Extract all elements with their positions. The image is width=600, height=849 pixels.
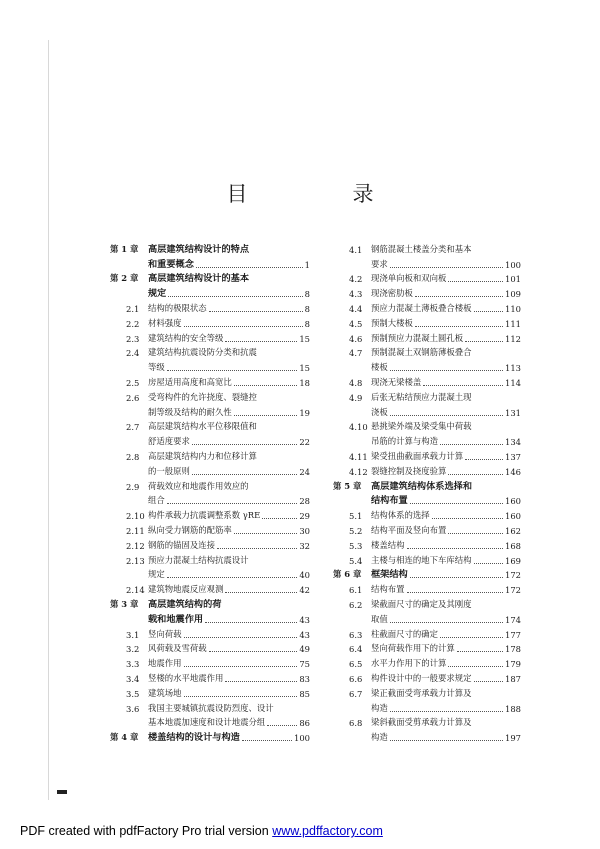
toc-page-number: 172 <box>505 585 521 596</box>
toc-entry-number: 2.4 <box>126 348 140 359</box>
toc-leader-dots <box>474 563 504 564</box>
toc-section-row[interactable] <box>110 358 310 373</box>
toc-entry-title: 载和地震作用 <box>148 613 204 625</box>
toc-entry-title: 地震作用 <box>148 658 182 669</box>
toc-leader-dots <box>167 503 298 504</box>
toc-leader-dots <box>184 326 303 327</box>
toc-section-row[interactable] <box>333 358 521 373</box>
toc-page-number: 43 <box>299 629 310 640</box>
toc-leader-dots <box>415 296 503 297</box>
toc-leader-dots <box>168 296 302 297</box>
toc-section-row[interactable] <box>110 551 310 566</box>
toc-entry-title: 竖楼的水平地震作用 <box>148 672 224 683</box>
toc-entry-title: 吊筋的计算与构造 <box>371 436 438 447</box>
toc-entry-title: 现浇单向板和双向板 <box>371 273 447 284</box>
toc-entry-number: 6.3 <box>349 629 363 640</box>
toc-chapter-row[interactable] <box>110 255 310 270</box>
toc-entry-number: 2.13 <box>126 555 145 566</box>
toc-section-row[interactable] <box>333 447 521 462</box>
toc-entry-title: 纵向受力钢筋的配筋率 <box>148 524 232 535</box>
toc-page-number: 131 <box>505 407 521 418</box>
toc-entry-title: 材料强度 <box>148 317 182 328</box>
footer-link[interactable]: www.pdffactory.com <box>272 824 383 838</box>
toc-entry-title: 水平力作用下的计算 <box>371 658 447 669</box>
toc-entry-title: 我国主要城镇抗震设防烈度、设计 <box>148 702 274 713</box>
toc-section-row[interactable] <box>333 344 521 359</box>
toc-entry-number: 3.3 <box>126 659 140 670</box>
toc-section-row[interactable] <box>110 654 310 669</box>
toc-page-number: 162 <box>505 525 521 536</box>
toc-entry-title: 钢筋的锚固及连接 <box>148 539 215 550</box>
toc-entry-number: 2.9 <box>126 481 140 492</box>
toc-section-row[interactable] <box>333 388 521 403</box>
toc-page-number: 100 <box>505 259 521 270</box>
toc-entry-title: 房屋适用高度和高宽比 <box>148 376 232 387</box>
toc-page-number: 137 <box>505 451 521 462</box>
toc-section-row[interactable] <box>333 580 521 595</box>
toc-entry-number: 4.1 <box>349 244 363 255</box>
toc-section-row[interactable] <box>110 418 310 433</box>
toc-section-row[interactable] <box>333 654 521 669</box>
toc-entry-title: 框架结构 <box>371 569 408 581</box>
toc-entry-number: 第 3 章 <box>110 598 139 609</box>
toc-section-row[interactable] <box>333 329 521 344</box>
toc-leader-dots <box>205 622 297 623</box>
toc-entry-title: 裂缝控制及挠度验算 <box>371 465 447 476</box>
toc-chapter-row[interactable] <box>110 240 310 255</box>
toc-section-row[interactable] <box>333 536 521 551</box>
toc-entry-title: 舒适度要求 <box>148 436 190 447</box>
toc-leader-dots <box>225 681 297 682</box>
toc-leader-dots <box>209 651 298 652</box>
toc-page-number: 24 <box>299 466 310 477</box>
toc-entry-title: 楼盖结构的设计与构造 <box>148 732 240 744</box>
toc-section-row[interactable] <box>333 595 521 610</box>
toc-section-row[interactable] <box>110 329 310 344</box>
toc-leader-dots <box>407 548 504 549</box>
toc-entry-title: 结构平面及竖向布置 <box>371 524 447 535</box>
toc-entry-number: 第 1 章 <box>110 243 139 254</box>
toc-entry-title: 取值 <box>371 613 388 624</box>
toc-page-number: 169 <box>505 555 521 566</box>
toc-entry-number: 5.3 <box>349 540 363 551</box>
toc-section-row[interactable] <box>110 684 310 699</box>
toc-page-number: 187 <box>505 673 521 684</box>
toc-entry-title: 高层建筑结构水平位移限值和 <box>148 421 257 432</box>
toc-section-row[interactable] <box>333 270 521 285</box>
toc-entry-title: 构造 <box>371 732 388 743</box>
toc-page-number: 101 <box>505 274 521 285</box>
toc-leader-dots <box>234 533 298 534</box>
toc-section-row[interactable] <box>110 403 310 418</box>
pdf-footer <box>20 824 383 838</box>
toc-leader-dots <box>390 267 503 268</box>
toc-entry-number: 2.3 <box>126 333 140 344</box>
toc-entry-number: 5.4 <box>349 555 363 566</box>
toc-leader-dots <box>234 415 298 416</box>
toc-entry-title: 的一般原则 <box>148 465 190 476</box>
toc-leader-dots <box>390 370 503 371</box>
toc-section-row[interactable] <box>333 728 521 743</box>
toc-leader-dots <box>465 459 503 460</box>
toc-section-row[interactable] <box>110 373 310 388</box>
toc-page-number: 18 <box>299 377 310 388</box>
toc-entry-number: 2.6 <box>126 392 140 403</box>
toc-section-row[interactable] <box>333 284 521 299</box>
toc-chapter-row[interactable] <box>110 270 310 285</box>
toc-section-row[interactable] <box>333 240 521 255</box>
toc-leader-dots <box>448 533 503 534</box>
toc-page-number: 19 <box>299 407 310 418</box>
toc-entry-title: 梁受扭曲截面承载力计算 <box>371 450 464 461</box>
toc-section-row[interactable] <box>110 506 310 521</box>
toc-leader-dots <box>448 474 503 475</box>
toc-section-row[interactable] <box>110 521 310 536</box>
toc-entry-title: 现浇无梁楼盖 <box>371 376 422 387</box>
toc-page-number: 197 <box>505 733 521 744</box>
toc-section-row[interactable] <box>110 669 310 684</box>
toc-entry-title: 梁正截面受弯承载力计算及 <box>371 687 472 698</box>
toc-chapter-row[interactable] <box>110 284 310 299</box>
toc-entry-number: 2.7 <box>126 422 140 433</box>
toc-leader-dots <box>474 681 504 682</box>
toc-leader-dots <box>410 577 503 578</box>
toc-entry-number: 第 4 章 <box>110 732 139 743</box>
toc-entry-number: 4.5 <box>349 318 363 329</box>
toc-leader-dots <box>474 311 504 312</box>
toc-entry-title: 受弯构件的允许挠度、裂缝控 <box>148 391 257 402</box>
toc-page-number: 177 <box>505 629 521 640</box>
toc-entry-title: 和重要概念 <box>148 258 194 270</box>
toc-section-row[interactable] <box>333 640 521 655</box>
toc-entry-title: 预应力混凝土薄板叠合楼板 <box>371 302 472 313</box>
toc-entry-title: 建筑场地 <box>148 687 182 698</box>
toc-entry-number: 6.6 <box>349 673 363 684</box>
toc-entry-number: 6.1 <box>349 585 363 596</box>
toc-page-number: 1 <box>304 259 310 270</box>
toc-page-number: 85 <box>299 688 310 699</box>
toc-entry-title: 高层建筑结构内力和位移计算 <box>148 450 257 461</box>
toc-leader-dots <box>440 444 503 445</box>
toc-entry-number: 第 5 章 <box>333 480 362 491</box>
toc-entry-title: 楼盖结构 <box>371 539 405 550</box>
toc-leader-dots <box>167 577 298 578</box>
toc-section-row[interactable] <box>110 640 310 655</box>
toc-entry-number: 4.8 <box>349 377 363 388</box>
toc-entry-number: 2.10 <box>126 511 145 522</box>
toc-entry-number: 3.4 <box>126 673 140 684</box>
toc-entry-title: 构件承载力抗震调整系数 γRE <box>148 510 261 521</box>
toc-page-number: 40 <box>299 570 310 581</box>
toc-entry-number: 6.7 <box>349 688 363 699</box>
toc-page-number: 42 <box>299 585 310 596</box>
toc-entry-title: 高层建筑结构设计的特点 <box>148 243 250 255</box>
toc-section-row[interactable] <box>333 699 521 714</box>
toc-page-number: 15 <box>299 333 310 344</box>
toc-page-number: 174 <box>505 614 521 625</box>
toc-leader-dots <box>390 415 503 416</box>
toc-entry-title: 等级 <box>148 362 165 373</box>
toc-section-row[interactable] <box>110 344 310 359</box>
toc-entry-title: 预应力混凝土结构抗震设计 <box>148 554 249 565</box>
footer-text: PDF created with pdfFactory Pro trial version <box>20 824 273 838</box>
toc-left-column <box>110 240 310 743</box>
toc-section-row[interactable] <box>110 388 310 403</box>
toc-entry-number: 2.5 <box>126 377 140 388</box>
toc-entry-title: 风荷载及雪荷载 <box>148 643 207 654</box>
toc-entry-number: 4.9 <box>349 392 363 403</box>
toc-leader-dots <box>192 474 297 475</box>
toc-entry-number: 4.7 <box>349 348 363 359</box>
toc-entry-title: 梁截面尺寸的确定及其刚度 <box>371 598 472 609</box>
toc-entry-title: 柱截面尺寸的确定 <box>371 628 438 639</box>
toc-leader-dots <box>457 651 503 652</box>
toc-entry-number: 3.1 <box>126 629 140 640</box>
toc-entry-title: 楼板 <box>371 362 388 373</box>
toc-entry-number: 6.4 <box>349 644 363 655</box>
toc-entry-title: 结构体系的选择 <box>371 510 430 521</box>
toc-leader-dots <box>390 622 503 623</box>
toc-section-row[interactable] <box>110 477 310 492</box>
toc-page-number: 178 <box>505 644 521 655</box>
toc-section-row[interactable] <box>110 447 310 462</box>
toc-page-number: 8 <box>304 303 310 314</box>
toc-leader-dots <box>407 592 504 593</box>
toc-chapter-row[interactable] <box>333 492 521 507</box>
toc-entry-title: 浇板 <box>371 406 388 417</box>
toc-entry-title: 预制预应力混凝土圆孔板 <box>371 332 464 343</box>
toc-section-row[interactable] <box>333 714 521 729</box>
toc-section-row[interactable] <box>333 684 521 699</box>
toc-page-number: 160 <box>505 496 521 507</box>
toc-entry-number: 2.2 <box>126 318 140 329</box>
toc-leader-dots <box>432 518 503 519</box>
toc-leader-dots <box>390 740 503 741</box>
toc-page-number: 160 <box>505 511 521 522</box>
toc-chapter-row[interactable] <box>333 477 521 492</box>
toc-section-row[interactable] <box>110 492 310 507</box>
toc-entry-number: 3.2 <box>126 644 140 655</box>
toc-entry-number: 4.4 <box>349 303 363 314</box>
toc-entry-title: 悬挑梁外端及梁受集中荷载 <box>371 421 472 432</box>
toc-page-number: 15 <box>299 363 310 374</box>
toc-section-row[interactable] <box>110 699 310 714</box>
toc-entry-title: 竖向荷载 <box>148 628 182 639</box>
toc-page-number: 28 <box>299 496 310 507</box>
toc-leader-dots <box>410 503 503 504</box>
toc-leader-dots <box>184 637 298 638</box>
toc-entry-number: 2.12 <box>126 540 145 551</box>
toc-title: 目 录 <box>226 182 416 206</box>
toc-page-number: 168 <box>505 540 521 551</box>
toc-page-number: 179 <box>505 659 521 670</box>
toc-entry-title: 结构的极限状态 <box>148 302 207 313</box>
toc-page-number: 172 <box>505 570 521 581</box>
toc-leader-dots <box>184 696 298 697</box>
toc-page-number: 110 <box>505 303 521 314</box>
toc-section-row[interactable] <box>110 580 310 595</box>
toc-entry-title: 要求 <box>371 258 388 269</box>
toc-page-number: 114 <box>505 377 521 388</box>
toc-section-row[interactable] <box>110 432 310 447</box>
toc-section-row[interactable] <box>333 432 521 447</box>
toc-entry-number: 3.5 <box>126 688 140 699</box>
toc-entry-number: 5.2 <box>349 525 363 536</box>
toc-page-number: 113 <box>505 363 521 374</box>
toc-entry-number: 4.3 <box>349 289 363 300</box>
toc-page-number: 49 <box>299 644 310 655</box>
toc-chapter-row[interactable] <box>110 595 310 610</box>
toc-leader-dots <box>448 666 503 667</box>
toc-section-row[interactable] <box>333 403 521 418</box>
toc-section-row[interactable] <box>333 299 521 314</box>
toc-page-number: 22 <box>299 437 310 448</box>
toc-entry-number: 2.14 <box>126 585 145 596</box>
toc-chapter-row[interactable] <box>333 566 521 581</box>
toc-entry-number: 6.5 <box>349 659 363 670</box>
toc-leader-dots <box>448 281 503 282</box>
toc-leader-dots <box>465 341 503 342</box>
toc-section-row[interactable] <box>110 462 310 477</box>
toc-entry-title: 制等级及结构的耐久性 <box>148 406 232 417</box>
toc-entry-title: 建筑结构的安全等级 <box>148 332 224 343</box>
toc-entry-title: 梁斜截面受剪承载力计算及 <box>371 717 472 728</box>
toc-entry-title: 建筑结构抗震设防分类和抗震 <box>148 347 257 358</box>
toc-entry-number: 4.6 <box>349 333 363 344</box>
toc-chapter-row[interactable] <box>110 728 310 743</box>
toc-section-row[interactable] <box>110 714 310 729</box>
toc-entry-number: 第 2 章 <box>110 273 139 284</box>
toc-entry-title: 高层建筑结构设计的基本 <box>148 273 250 285</box>
toc-section-row[interactable] <box>333 610 521 625</box>
toc-leader-dots <box>440 637 503 638</box>
toc-entry-title: 高层建筑结构的荷 <box>148 598 222 610</box>
toc-section-row[interactable] <box>333 506 521 521</box>
toc-section-row[interactable] <box>333 314 521 329</box>
toc-leader-dots <box>390 711 503 712</box>
toc-entry-number: 4.11 <box>349 451 368 462</box>
toc-entry-title: 后张无粘结预应力混凝土现 <box>371 391 472 402</box>
toc-page-number: 86 <box>299 718 310 729</box>
scan-edge-line <box>48 40 49 800</box>
toc-section-row[interactable] <box>333 669 521 684</box>
toc-page-number: 43 <box>299 614 310 625</box>
toc-page-number: 32 <box>299 540 310 551</box>
toc-leader-dots <box>234 385 298 386</box>
toc-entry-title: 现浇密肋板 <box>371 288 413 299</box>
toc-section-row[interactable] <box>110 299 310 314</box>
toc-entry-title: 结构布置 <box>371 495 408 507</box>
toc-section-row[interactable] <box>333 551 521 566</box>
toc-entry-number: 4.12 <box>349 466 368 477</box>
toc-page-number: 146 <box>505 466 521 477</box>
toc-entry-number: 4.10 <box>349 422 368 433</box>
toc-leader-dots <box>242 740 292 741</box>
toc-section-row[interactable] <box>333 462 521 477</box>
toc-entry-title: 建筑物地震反应观测 <box>148 584 224 595</box>
toc-entry-title: 预制大楼板 <box>371 317 413 328</box>
toc-entry-number: 2.1 <box>126 303 140 314</box>
toc-entry-title: 主楼与相连的地下车库结构 <box>371 554 472 565</box>
toc-entry-title: 构造 <box>371 702 388 713</box>
toc-page-number: 75 <box>299 659 310 670</box>
toc-entry-title: 构件设计中的一般要求规定 <box>371 672 472 683</box>
toc-entry-number: 5.1 <box>349 511 363 522</box>
toc-page-number: 111 <box>505 318 521 329</box>
toc-page-number: 29 <box>299 511 310 522</box>
toc-leader-dots <box>225 341 297 342</box>
toc-section-row[interactable] <box>333 255 521 270</box>
toc-entry-title: 荷载效应和地震作用效应的 <box>148 480 249 491</box>
toc-entry-title: 竖向荷载作用下的计算 <box>371 643 455 654</box>
toc-section-row[interactable] <box>333 625 521 640</box>
toc-entry-number: 2.11 <box>126 525 145 536</box>
toc-entry-title: 预制混凝土双钢筋薄板叠合 <box>371 347 472 358</box>
toc-leader-dots <box>225 592 297 593</box>
toc-page-number: 100 <box>294 733 310 744</box>
toc-section-row[interactable] <box>110 566 310 581</box>
toc-page-number: 188 <box>505 703 521 714</box>
toc-leader-dots <box>415 326 503 327</box>
toc-section-row[interactable] <box>333 418 521 433</box>
toc-entry-title: 组合 <box>148 495 165 506</box>
toc-page-number: 109 <box>505 289 521 300</box>
toc-entry-number: 4.2 <box>349 274 363 285</box>
toc-leader-dots <box>196 267 303 268</box>
toc-right-column <box>333 240 521 743</box>
toc-leader-dots <box>423 385 503 386</box>
toc-entry-title: 规定 <box>148 569 165 580</box>
crop-mark <box>57 790 67 794</box>
toc-page-number: 8 <box>304 318 310 329</box>
toc-page-number: 83 <box>299 673 310 684</box>
toc-page-number: 8 <box>304 289 310 300</box>
toc-page-number: 112 <box>505 333 521 344</box>
toc-section-row[interactable] <box>110 536 310 551</box>
toc-entry-number: 6.2 <box>349 599 363 610</box>
toc-leader-dots <box>184 666 298 667</box>
toc-leader-dots <box>167 370 298 371</box>
toc-chapter-row[interactable] <box>110 610 310 625</box>
toc-entry-number: 6.8 <box>349 718 363 729</box>
toc-entry-title: 规定 <box>148 288 167 300</box>
toc-section-row[interactable] <box>333 373 521 388</box>
toc-entry-title: 高层建筑结构体系选择和 <box>371 480 473 492</box>
toc-section-row[interactable] <box>333 521 521 536</box>
toc-leader-dots <box>262 518 297 519</box>
toc-entry-title: 钢筋混凝土楼盖分类和基本 <box>371 243 472 254</box>
toc-leader-dots <box>192 444 297 445</box>
toc-entry-number: 第 6 章 <box>333 569 362 580</box>
toc-leader-dots <box>267 725 297 726</box>
toc-entry-number: 3.6 <box>126 703 140 714</box>
toc-page-number: 134 <box>505 437 521 448</box>
toc-leader-dots <box>217 548 297 549</box>
toc-page-number: 30 <box>299 525 310 536</box>
toc-entry-title: 结构布置 <box>371 584 405 595</box>
toc-leader-dots <box>209 311 303 312</box>
toc-section-row[interactable] <box>110 625 310 640</box>
toc-entry-title: 基本地震加速度和设计地震分组 <box>148 717 266 728</box>
toc-section-row[interactable] <box>110 314 310 329</box>
toc-entry-number: 2.8 <box>126 451 140 462</box>
